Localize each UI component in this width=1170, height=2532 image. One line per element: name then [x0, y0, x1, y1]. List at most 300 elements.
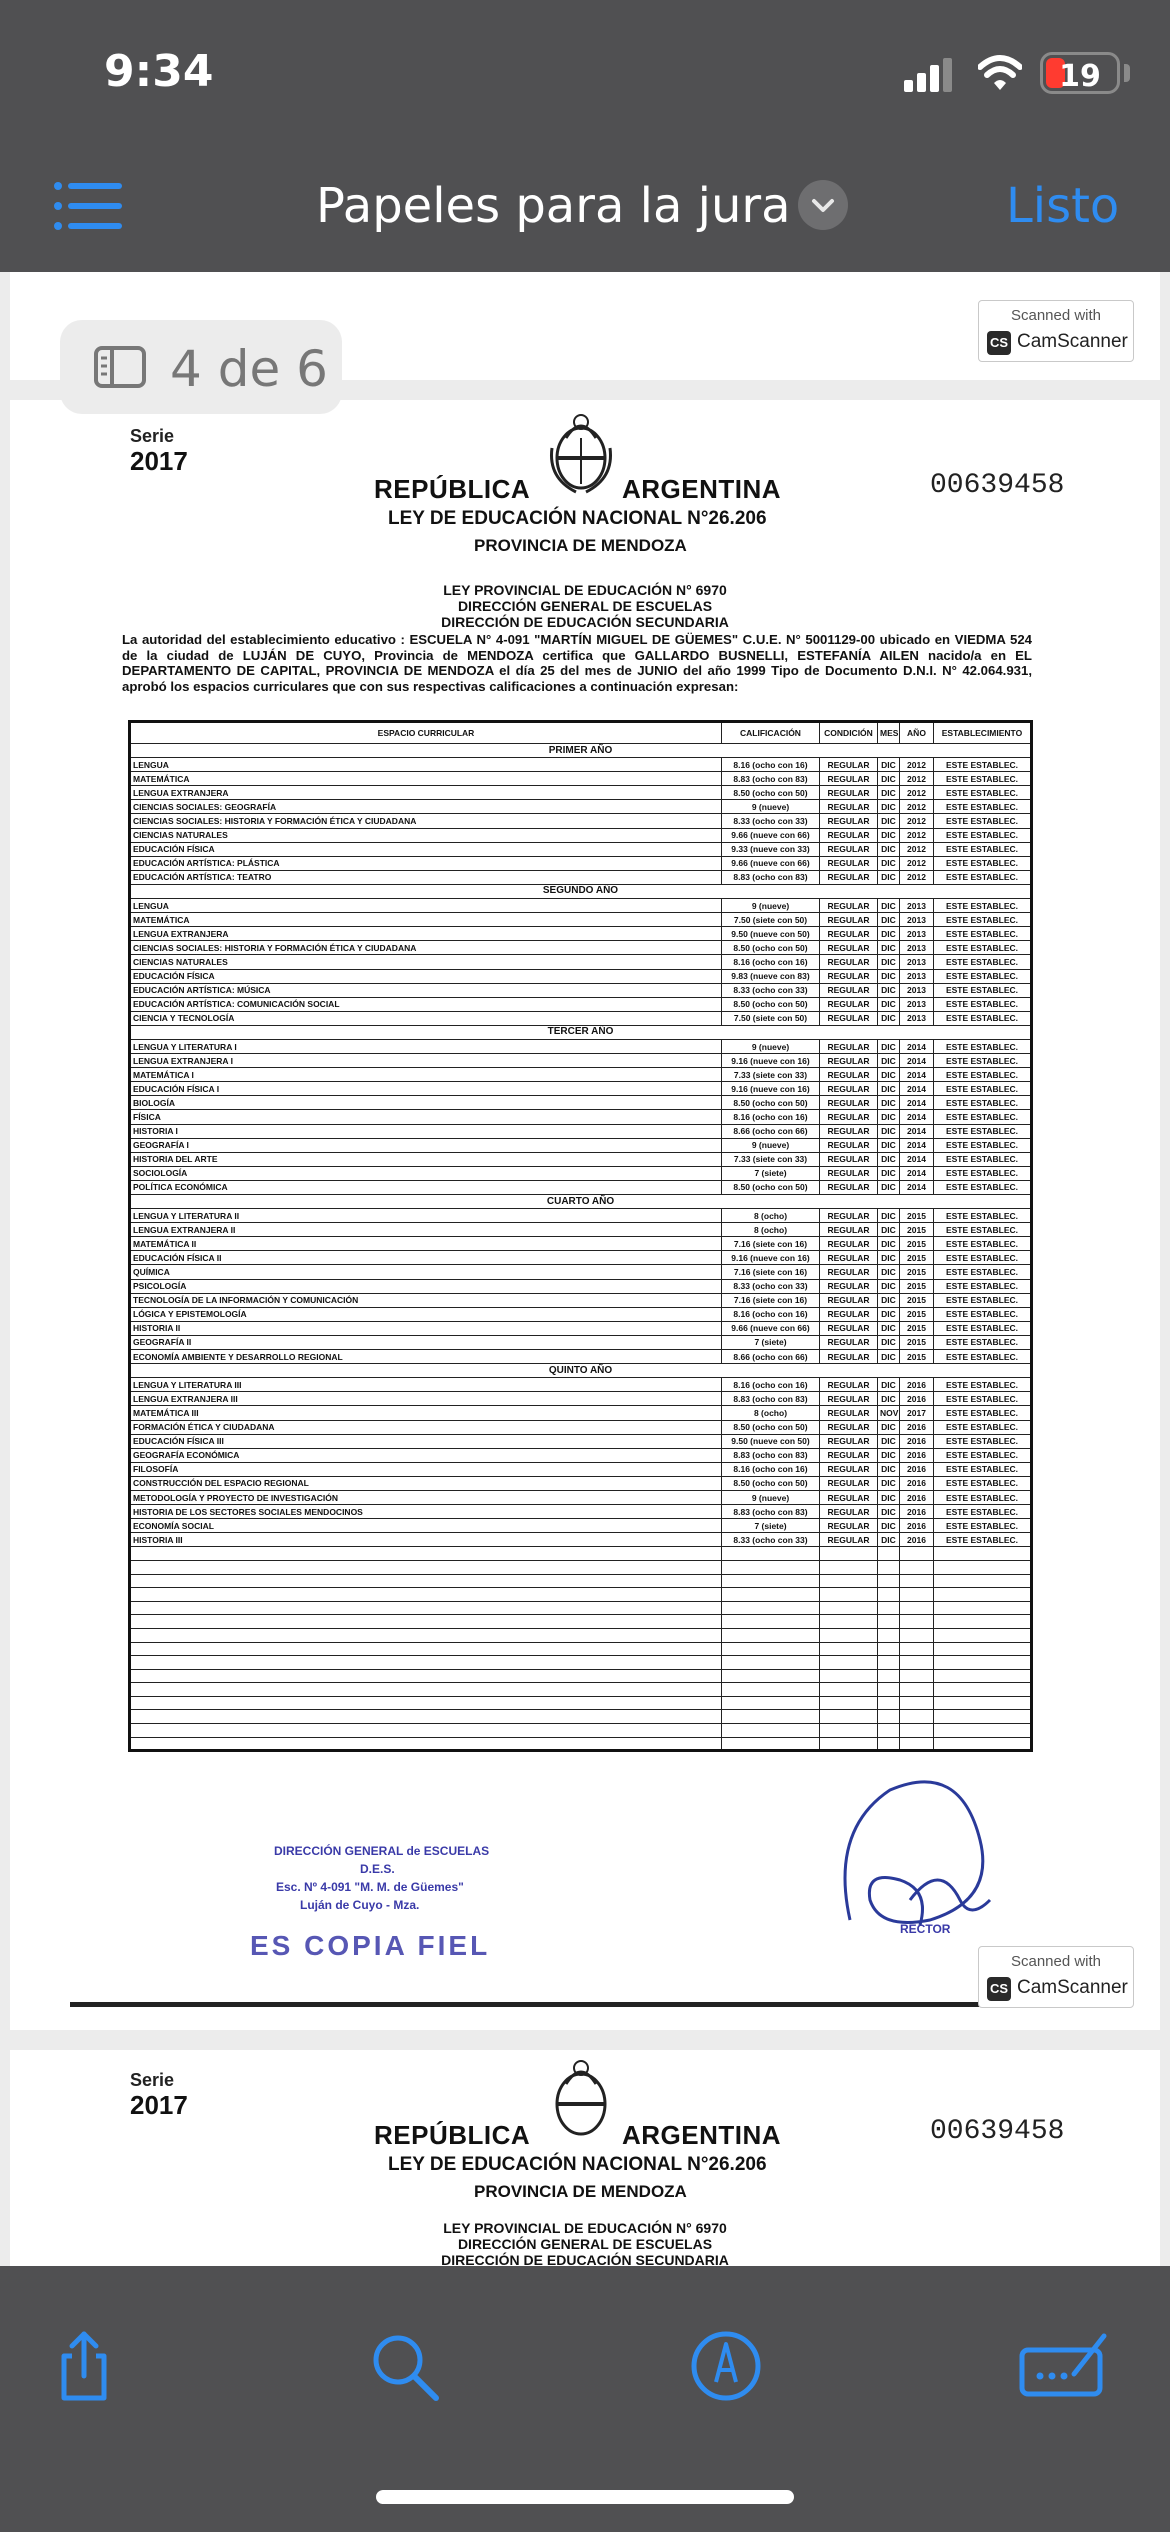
- empty-cell: [878, 1656, 900, 1670]
- scan-edge-line: [70, 1998, 1100, 2012]
- empty-cell: [878, 1588, 900, 1602]
- month-cell: DIC: [878, 1490, 900, 1504]
- grade-cell: 8.16 (ocho con 16): [722, 1307, 820, 1321]
- establishment-cell: ESTE ESTABLEC.: [934, 997, 1032, 1011]
- table-row: [130, 1279, 1032, 1293]
- year-cell: 2013: [900, 899, 934, 913]
- year-cell: 2015: [900, 1251, 934, 1265]
- condition-cell: REGULAR: [820, 800, 878, 814]
- argentina-crest-icon: [546, 408, 616, 496]
- empty-cell: [900, 1656, 934, 1670]
- table-row: [130, 758, 1032, 772]
- table-row: [130, 1533, 1032, 1547]
- establishment-cell: ESTE ESTABLEC.: [934, 1096, 1032, 1110]
- year-cell: 2015: [900, 1237, 934, 1251]
- empty-cell: [820, 1737, 878, 1751]
- subject-cell: LENGUA: [130, 899, 722, 913]
- subject-cell: FORMACIÓN ÉTICA Y CIUDADANA: [130, 1420, 722, 1434]
- empty-cell: [820, 1724, 878, 1738]
- month-cell: DIC: [878, 814, 900, 828]
- establishment-cell: ESTE ESTABLEC.: [934, 1406, 1032, 1420]
- year-cell: 2012: [900, 814, 934, 828]
- year-cell: 2016: [900, 1392, 934, 1406]
- table-row: [130, 1406, 1032, 1420]
- empty-row: [130, 1656, 1032, 1670]
- establishment-cell: ESTE ESTABLEC.: [934, 913, 1032, 927]
- month-cell: DIC: [878, 1350, 900, 1364]
- establishment-cell: ESTE ESTABLEC.: [934, 1519, 1032, 1533]
- empty-cell: [900, 1615, 934, 1629]
- table-row: [130, 1448, 1032, 1462]
- month-cell: DIC: [878, 1209, 900, 1223]
- grade-cell: 8.16 (ocho con 16): [722, 1462, 820, 1476]
- grade-cell: 8.16 (ocho con 16): [722, 1110, 820, 1124]
- grade-cell: 7.33 (siete con 33): [722, 1152, 820, 1166]
- battery-nub: [1124, 64, 1130, 82]
- year-cell: 2014: [900, 1166, 934, 1180]
- establishment-cell: ESTE ESTABLEC.: [934, 1448, 1032, 1462]
- establishment-cell: ESTE ESTABLEC.: [934, 800, 1032, 814]
- empty-cell: [820, 1683, 878, 1697]
- condition-cell: REGULAR: [820, 758, 878, 772]
- share-icon[interactable]: [44, 2326, 124, 2406]
- establishment-cell: ESTE ESTABLEC.: [934, 772, 1032, 786]
- grade-cell: 8.50 (ocho con 50): [722, 1180, 820, 1194]
- establishment-cell: ESTE ESTABLEC.: [934, 1420, 1032, 1434]
- grade-cell: 8.50 (ocho con 50): [722, 941, 820, 955]
- next-serie-label: Serie: [130, 2070, 175, 2090]
- empty-cell: [722, 1696, 820, 1710]
- grade-cell: 8.33 (ocho con 33): [722, 814, 820, 828]
- subject-cell: MATEMÁTICA: [130, 772, 722, 786]
- year-cell: 2014: [900, 1054, 934, 1068]
- grade-cell: 8.50 (ocho con 50): [722, 1420, 820, 1434]
- year-cell: 2015: [900, 1350, 934, 1364]
- done-button[interactable]: Listo: [1006, 178, 1120, 234]
- grade-cell: 9 (nueve): [722, 899, 820, 913]
- empty-row: [130, 1601, 1032, 1615]
- table-row: [130, 1293, 1032, 1307]
- grade-cell: 9 (nueve): [722, 1138, 820, 1152]
- empty-cell: [900, 1601, 934, 1615]
- empty-cell: [878, 1642, 900, 1656]
- certificate-intro: La autoridad del establecimiento educativo : ESCUELA N° 4-091 "MARTÍN MIGUEL DE GÜEMES" C.U.E. N° 5001129-00 ubicado en VIEDMA 524 de la ciudad de LUJÁN DE CUYO, Provincia de MENDOZA certifica que GALLARDO BUSNELLI, ESTEFANÍA AILEN nacido/a en EL DEPARTAMENTO DE CAPITAL, PROVINCIA DE MENDOZA el día 25 del mes de JUNIO del año 1999 Tipo de Documento D.N.I. N° 42.064.931, aprobó los espacios curriculares que con sus respectivas calificaciones a continuación expresan:: [122, 632, 1032, 694]
- empty-row: [130, 1642, 1032, 1656]
- section-title: PRIMER AÑO: [130, 744, 1032, 758]
- table-row: [130, 1180, 1032, 1194]
- subject-cell: LENGUA EXTRANJERA: [130, 927, 722, 941]
- section-row: [130, 1025, 1032, 1039]
- month-cell: DIC: [878, 1166, 900, 1180]
- title-menu-button[interactable]: [798, 180, 848, 230]
- table-row: [130, 927, 1032, 941]
- empty-cell: [722, 1547, 820, 1561]
- table-row: [130, 941, 1032, 955]
- year-cell: 2013: [900, 941, 934, 955]
- establishment-cell: ESTE ESTABLEC.: [934, 1335, 1032, 1349]
- condition-cell: REGULAR: [820, 1462, 878, 1476]
- markup-icon[interactable]: [686, 2326, 766, 2406]
- table-row: [130, 1251, 1032, 1265]
- header-establecimiento: ESTABLECIMIENTO: [934, 722, 1032, 744]
- subject-cell: GEOGRAFÍA ECONÓMICA: [130, 1448, 722, 1462]
- condition-cell: REGULAR: [820, 1321, 878, 1335]
- condition-cell: REGULAR: [820, 955, 878, 969]
- grade-cell: 8.66 (ocho con 66): [722, 1124, 820, 1138]
- empty-cell: [820, 1628, 878, 1642]
- subject-cell: LENGUA Y LITERATURA II: [130, 1209, 722, 1223]
- month-cell: DIC: [878, 1378, 900, 1392]
- establishment-cell: ESTE ESTABLEC.: [934, 983, 1032, 997]
- next-ley-nacional: LEY DE EDUCACIÓN NACIONAL N°26.206: [388, 2154, 767, 2175]
- grade-cell: 8.16 (ocho con 16): [722, 955, 820, 969]
- establishment-cell: ESTE ESTABLEC.: [934, 1505, 1032, 1519]
- empty-row: [130, 1547, 1032, 1561]
- year-cell: 2014: [900, 1152, 934, 1166]
- serie-label: Serie: [130, 426, 175, 446]
- document-title[interactable]: Papeles para la jura: [316, 178, 791, 234]
- month-cell: DIC: [878, 1476, 900, 1490]
- condition-cell: REGULAR: [820, 1068, 878, 1082]
- year-cell: 2016: [900, 1462, 934, 1476]
- sidebar-icon: [94, 346, 146, 388]
- establishment-cell: ESTE ESTABLEC.: [934, 1392, 1032, 1406]
- subject-cell: LENGUA: [130, 758, 722, 772]
- table-row: [130, 1138, 1032, 1152]
- empty-cell: [878, 1724, 900, 1738]
- condition-cell: REGULAR: [820, 1265, 878, 1279]
- empty-cell: [722, 1574, 820, 1588]
- argentina-label: ARGENTINA: [622, 474, 782, 504]
- empty-row: [130, 1669, 1032, 1683]
- condition-cell: REGULAR: [820, 1434, 878, 1448]
- grade-cell: 7.16 (siete con 16): [722, 1293, 820, 1307]
- document-viewer[interactable]: [0, 272, 1170, 2266]
- section-row: [130, 1195, 1032, 1209]
- month-cell: DIC: [878, 1110, 900, 1124]
- grades-body: [130, 744, 1032, 1751]
- establishment-cell: ESTE ESTABLEC.: [934, 955, 1032, 969]
- table-row: [130, 1166, 1032, 1180]
- camscanner-watermark: [978, 300, 1134, 362]
- condition-cell: REGULAR: [820, 927, 878, 941]
- empty-cell: [722, 1724, 820, 1738]
- month-cell: DIC: [878, 1011, 900, 1025]
- empty-cell: [934, 1669, 1032, 1683]
- header-anio: AÑO: [900, 722, 934, 744]
- establishment-cell: ESTE ESTABLEC.: [934, 1533, 1032, 1547]
- subject-cell: EDUCACIÓN FÍSICA III: [130, 1434, 722, 1448]
- wifi-icon: [978, 54, 1022, 92]
- table-row: [130, 828, 1032, 842]
- page-4[interactable]: [10, 400, 1160, 2030]
- grade-cell: 9.83 (nueve con 83): [722, 969, 820, 983]
- empty-cell: [130, 1737, 722, 1751]
- empty-cell: [934, 1724, 1032, 1738]
- table-row: [130, 1434, 1032, 1448]
- condition-cell: REGULAR: [820, 1519, 878, 1533]
- month-cell: DIC: [878, 1392, 900, 1406]
- establishment-cell: ESTE ESTABLEC.: [934, 814, 1032, 828]
- month-cell: DIC: [878, 1335, 900, 1349]
- section-row: [130, 744, 1032, 758]
- search-icon[interactable]: [364, 2326, 444, 2406]
- empty-cell: [130, 1560, 722, 1574]
- empty-row: [130, 1628, 1032, 1642]
- condition-cell: REGULAR: [820, 1533, 878, 1547]
- empty-cell: [934, 1601, 1032, 1615]
- next-serial-number: 00639458: [930, 2116, 1065, 2147]
- subject-cell: METODOLOGÍA Y PROYECTO DE INVESTIGACIÓN: [130, 1490, 722, 1504]
- next-direccion-general: DIRECCIÓN GENERAL DE ESCUELAS: [457, 2236, 713, 2252]
- subject-cell: MATEMÁTICA II: [130, 1237, 722, 1251]
- month-cell: DIC: [878, 1180, 900, 1194]
- empty-cell: [900, 1628, 934, 1642]
- year-cell: 2013: [900, 983, 934, 997]
- month-cell: DIC: [878, 983, 900, 997]
- table-row: [130, 1462, 1032, 1476]
- subject-cell: CIENCIAS SOCIALES: HISTORIA Y FORMACIÓN ÉTICA Y CIUDADANA: [130, 814, 722, 828]
- establishment-cell: ESTE ESTABLEC.: [934, 870, 1032, 884]
- condition-cell: REGULAR: [820, 1166, 878, 1180]
- month-cell: DIC: [878, 1039, 900, 1053]
- subject-cell: LENGUA EXTRANJERA II: [130, 1223, 722, 1237]
- table-row: [130, 997, 1032, 1011]
- stamp-copia-fiel: ES COPIA FIEL: [250, 1930, 491, 1961]
- grade-cell: 9.16 (nueve con 16): [722, 1082, 820, 1096]
- stamp-line-4: Luján de Cuyo - Mza.: [300, 1898, 420, 1912]
- grade-cell: 8 (ocho): [722, 1406, 820, 1420]
- condition-cell: REGULAR: [820, 1082, 878, 1096]
- empty-cell: [722, 1683, 820, 1697]
- camscanner-name: CamScanner: [1017, 331, 1128, 352]
- establishment-cell: ESTE ESTABLEC.: [934, 758, 1032, 772]
- table-row: [130, 1335, 1032, 1349]
- subject-cell: CIENCIA Y TECNOLOGÍA: [130, 1011, 722, 1025]
- empty-cell: [900, 1737, 934, 1751]
- condition-cell: REGULAR: [820, 1096, 878, 1110]
- table-row: [130, 1392, 1032, 1406]
- empty-cell: [820, 1588, 878, 1602]
- grade-cell: 9.16 (nueve con 16): [722, 1054, 820, 1068]
- condition-cell: REGULAR: [820, 1180, 878, 1194]
- next-provincia-label: PROVINCIA DE MENDOZA: [474, 2182, 687, 2201]
- establishment-cell: ESTE ESTABLEC.: [934, 828, 1032, 842]
- subject-cell: CIENCIAS SOCIALES: HISTORIA Y FORMACIÓN ÉTICA Y CIUDADANA: [130, 941, 722, 955]
- table-row: [130, 1124, 1032, 1138]
- establishment-cell: ESTE ESTABLEC.: [934, 1476, 1032, 1490]
- empty-cell: [722, 1588, 820, 1602]
- month-cell: DIC: [878, 969, 900, 983]
- establishment-cell: ESTE ESTABLEC.: [934, 1237, 1032, 1251]
- empty-cell: [722, 1628, 820, 1642]
- empty-cell: [820, 1642, 878, 1656]
- grade-cell: 8.16 (ocho con 16): [722, 1378, 820, 1392]
- empty-cell: [934, 1574, 1032, 1588]
- empty-cell: [934, 1710, 1032, 1724]
- year-cell: 2013: [900, 913, 934, 927]
- subject-cell: GEOGRAFÍA II: [130, 1335, 722, 1349]
- establishment-cell: ESTE ESTABLEC.: [934, 1434, 1032, 1448]
- month-cell: DIC: [878, 1505, 900, 1519]
- year-cell: 2016: [900, 1490, 934, 1504]
- establishment-cell: ESTE ESTABLEC.: [934, 1124, 1032, 1138]
- month-cell: DIC: [878, 913, 900, 927]
- section-row: [130, 1364, 1032, 1378]
- year-cell: 2013: [900, 997, 934, 1011]
- grade-cell: 8.83 (ocho con 83): [722, 1505, 820, 1519]
- condition-cell: REGULAR: [820, 828, 878, 842]
- month-cell: DIC: [878, 1307, 900, 1321]
- month-cell: DIC: [878, 870, 900, 884]
- year-cell: 2015: [900, 1279, 934, 1293]
- subject-cell: ECONOMÍA SOCIAL: [130, 1519, 722, 1533]
- signature-mark: [810, 1750, 1010, 1950]
- year-cell: 2014: [900, 1039, 934, 1053]
- empty-cell: [900, 1547, 934, 1561]
- condition-cell: REGULAR: [820, 1307, 878, 1321]
- empty-cell: [130, 1724, 722, 1738]
- table-row: [130, 983, 1032, 997]
- empty-cell: [878, 1683, 900, 1697]
- signature-icon[interactable]: [1016, 2326, 1112, 2406]
- camscanner-logo: CS: [987, 1977, 1011, 2001]
- camscanner-logo: CS: [987, 331, 1011, 355]
- establishment-cell: ESTE ESTABLEC.: [934, 1378, 1032, 1392]
- condition-cell: REGULAR: [820, 941, 878, 955]
- year-cell: 2012: [900, 828, 934, 842]
- grade-cell: 9.50 (nueve con 50): [722, 927, 820, 941]
- month-cell: DIC: [878, 772, 900, 786]
- table-row: [130, 1378, 1032, 1392]
- month-cell: DIC: [878, 842, 900, 856]
- direccion-general: DIRECCIÓN GENERAL DE ESCUELAS: [457, 598, 713, 614]
- empty-cell: [878, 1628, 900, 1642]
- empty-cell: [878, 1737, 900, 1751]
- year-cell: 2015: [900, 1335, 934, 1349]
- ley-provincial: LEY PROVINCIAL DE EDUCACIÓN N° 6970: [443, 582, 727, 598]
- table-row: [130, 772, 1032, 786]
- grade-cell: 9.66 (nueve con 66): [722, 856, 820, 870]
- subject-cell: LENGUA Y LITERATURA I: [130, 1039, 722, 1053]
- subject-cell: CIENCIAS NATURALES: [130, 828, 722, 842]
- empty-cell: [934, 1737, 1032, 1751]
- table-row: [130, 1223, 1032, 1237]
- establishment-cell: ESTE ESTABLEC.: [934, 1251, 1032, 1265]
- page-5-thumbnail[interactable]: [10, 2050, 1160, 2266]
- establishment-cell: ESTE ESTABLEC.: [934, 1490, 1032, 1504]
- empty-cell: [900, 1710, 934, 1724]
- empty-cell: [722, 1737, 820, 1751]
- month-cell: DIC: [878, 786, 900, 800]
- establishment-cell: ESTE ESTABLEC.: [934, 1082, 1032, 1096]
- table-row: [130, 856, 1032, 870]
- subject-cell: BIOLOGÍA: [130, 1096, 722, 1110]
- establishment-cell: ESTE ESTABLEC.: [934, 1321, 1032, 1335]
- subject-cell: FÍSICA: [130, 1110, 722, 1124]
- month-cell: DIC: [878, 1237, 900, 1251]
- subject-cell: LÓGICA Y EPISTEMOLOGÍA: [130, 1307, 722, 1321]
- table-row: [130, 1039, 1032, 1053]
- month-cell: DIC: [878, 1223, 900, 1237]
- table-row: [130, 1476, 1032, 1490]
- stamp-line-2: D.E.S.: [360, 1862, 395, 1876]
- subject-cell: LENGUA EXTRANJERA I: [130, 1054, 722, 1068]
- list-icon[interactable]: [52, 180, 122, 232]
- grade-cell: 8.50 (ocho con 50): [722, 997, 820, 1011]
- establishment-cell: ESTE ESTABLEC.: [934, 927, 1032, 941]
- year-cell: 2012: [900, 842, 934, 856]
- grades-table: [128, 720, 1033, 1752]
- camscanner-watermark-current: [978, 1946, 1134, 2008]
- condition-cell: REGULAR: [820, 1237, 878, 1251]
- empty-cell: [878, 1547, 900, 1561]
- table-row: [130, 1505, 1032, 1519]
- establishment-cell: ESTE ESTABLEC.: [934, 1166, 1032, 1180]
- home-indicator: [376, 2490, 794, 2504]
- battery-icon: [1040, 52, 1120, 94]
- establishment-cell: ESTE ESTABLEC.: [934, 1068, 1032, 1082]
- page-indicator[interactable]: [60, 320, 342, 414]
- empty-cell: [878, 1696, 900, 1710]
- subject-cell: CIENCIAS SOCIALES: GEOGRAFÍA: [130, 800, 722, 814]
- year-cell: 2014: [900, 1096, 934, 1110]
- grades-header-row: [130, 722, 1032, 744]
- page-indicator-label: 4 de 6: [170, 340, 328, 398]
- month-cell: DIC: [878, 800, 900, 814]
- year-cell: 2014: [900, 1110, 934, 1124]
- empty-cell: [878, 1601, 900, 1615]
- empty-cell: [900, 1560, 934, 1574]
- empty-cell: [900, 1683, 934, 1697]
- grade-cell: 7.50 (siete con 50): [722, 913, 820, 927]
- condition-cell: REGULAR: [820, 856, 878, 870]
- empty-cell: [934, 1588, 1032, 1602]
- month-cell: DIC: [878, 997, 900, 1011]
- table-row: [130, 786, 1032, 800]
- year-cell: 2016: [900, 1505, 934, 1519]
- grade-cell: 9.66 (nueve con 66): [722, 1321, 820, 1335]
- empty-cell: [130, 1642, 722, 1656]
- month-cell: DIC: [878, 927, 900, 941]
- establishment-cell: ESTE ESTABLEC.: [934, 1462, 1032, 1476]
- subject-cell: LENGUA EXTRANJERA III: [130, 1392, 722, 1406]
- subject-cell: EDUCACIÓN ARTÍSTICA: TEATRO: [130, 870, 722, 884]
- subject-cell: EDUCACIÓN FÍSICA: [130, 969, 722, 983]
- ley-nacional: LEY DE EDUCACIÓN NACIONAL N°26.206: [388, 508, 767, 529]
- condition-cell: REGULAR: [820, 1350, 878, 1364]
- establishment-cell: ESTE ESTABLEC.: [934, 1039, 1032, 1053]
- year-cell: 2015: [900, 1223, 934, 1237]
- establishment-cell: ESTE ESTABLEC.: [934, 1307, 1032, 1321]
- subject-cell: LENGUA EXTRANJERA: [130, 786, 722, 800]
- subject-cell: FILOSOFÍA: [130, 1462, 722, 1476]
- establishment-cell: ESTE ESTABLEC.: [934, 842, 1032, 856]
- empty-cell: [820, 1601, 878, 1615]
- empty-cell: [130, 1628, 722, 1642]
- empty-cell: [934, 1560, 1032, 1574]
- year-cell: 2012: [900, 772, 934, 786]
- condition-cell: REGULAR: [820, 969, 878, 983]
- year-cell: 2016: [900, 1434, 934, 1448]
- empty-row: [130, 1737, 1032, 1751]
- empty-cell: [722, 1669, 820, 1683]
- grade-cell: 7 (siete): [722, 1166, 820, 1180]
- empty-cell: [130, 1588, 722, 1602]
- top-bar: [0, 0, 1170, 272]
- subject-cell: QUÍMICA: [130, 1265, 722, 1279]
- grade-cell: 9 (nueve): [722, 1490, 820, 1504]
